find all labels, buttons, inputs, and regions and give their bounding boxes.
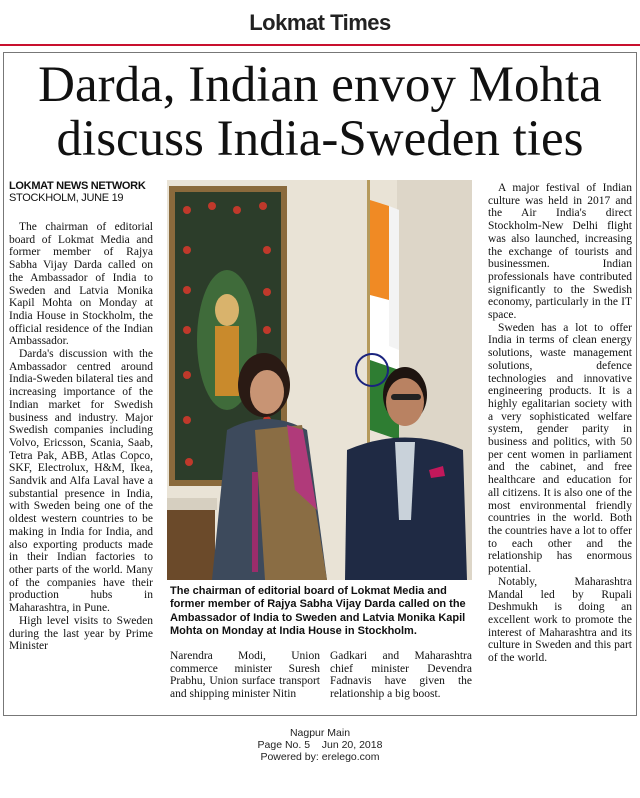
edition-name: Nagpur Main [289,727,351,739]
photo-illustration [167,180,472,580]
powered-by: Powered by: erelego.com [260,751,380,763]
byline-dateline: STOCKHOLM, JUNE 19 [9,192,124,204]
article-column-4 [488,182,632,665]
paragraph: A major festival of Indian culture was held in 2017 and the Air India's direct Stockholm-New Delhi flight was also launched, increasing the exchange of tourists and businessmen. Indian professionals have contributed significantly to the Swedish economy, particularly in the IT space. [488,182,632,322]
article-column-1 [9,221,153,653]
article-photo [167,180,472,580]
headline-line-2: discuss India-Sweden ties [56,111,584,167]
newspaper-logo: Lokmat Times [249,10,391,35]
headline-line-1: Darda, Indian envoy Mohta [38,57,602,113]
paragraph: The chairman of editorial board of Lokmat Media and former member of Rajya Sabha Vijay Darda called on the Ambassador of India to Sweden and Latvia Monika Kapil Mohta on Monday at India House in Stockholm, the official residence of the Indian Ambassador. [9,221,153,348]
byline [9,180,159,204]
article-column-3 [330,650,472,701]
masthead-rule [0,44,640,46]
page-and-date: Page No. 5 Jun 20, 2018 [257,739,383,751]
paragraph: Gadkari and Maharashtra chief minister Devendra Fadnavis have given the relationship a big boost. [330,650,472,701]
masthead [0,10,640,36]
photo-caption: The chairman of editorial board of Lokmat Media and former member of Rajya Sabha Vijay Darda called on the Ambassador of India to Sweden and Latvia Monika Kapil Mohta on Monday at India House in Stockholm. [170,585,466,637]
paragraph: Sweden has a lot to offer India in terms of clean energy solutions, waste management solutions, defence technologies and innovative engineering products. It is a highly egalitarian society with a very sophisticated welfare system, gender parity in business and politics, with 50 per cent women in parliament and the cabinet, and free healthcare and education for all citizens. It is also one of the most environmental friendly countries in the world. Both the countries have a lot to offer to each other and the relationship has enormous potential. [488,321,632,576]
headline [0,58,640,166]
paragraph: Notably, Maharashtra Mandal led by Rupali Deshmukh is doing an excellent work to promote the interest of Maharashtra and its culture in Sweden and this part of the world. [488,575,632,665]
byline-network: LOKMAT NEWS NETWORK [9,180,146,192]
page-footer [0,727,640,763]
paragraph: Darda's discussion with the Ambassador centred around India-Sweden bilateral ties and increasing importance of the Indian market for Swedish business and industry. Major Swedish companies including Volvo, Ericsson, Scania, Saab, Tetra Pak, ABB, Atlas Copco, SKF, Electrolux, H&M, Ikea, Sandvik and Alfa Laval have a substantial presence in India, with Sweden being one of the oldest western countries to be making in India for India, and also exporting products made in their Indian factories to other parts of the world. Many of the companies have their production hubs in Maharashtra, in Pune. [9,348,153,615]
article-column-2 [170,650,320,701]
paragraph: High level visits to Sweden during the last year by Prime Minister [9,614,153,653]
paragraph: Narendra Modi, Union commerce minister Suresh Prabhu, Union surface transport and shipping minister Nitin [170,650,320,701]
